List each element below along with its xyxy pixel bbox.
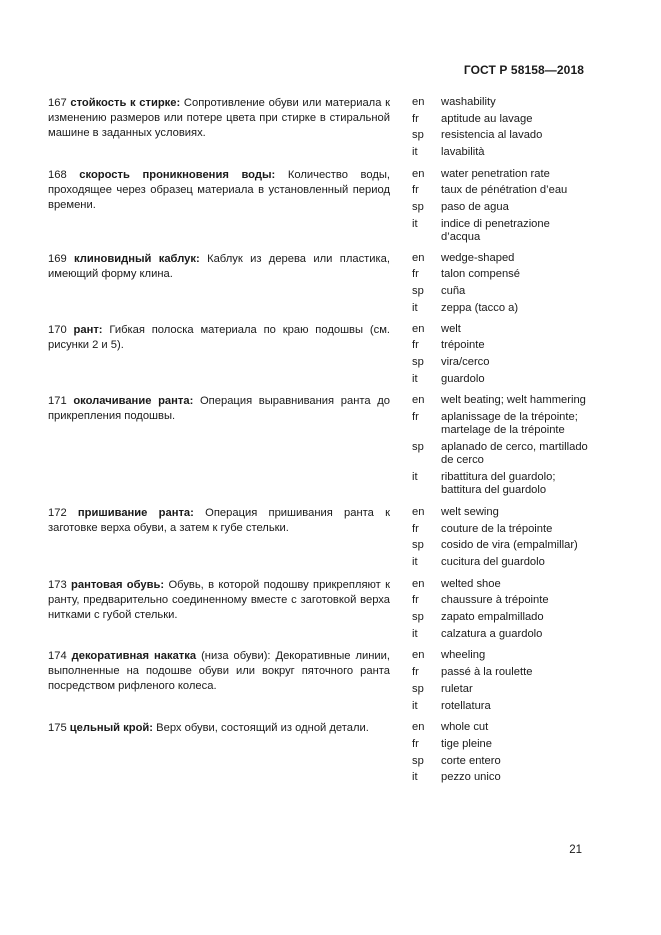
entry-number: 171	[48, 395, 67, 408]
translation-text: calzatura a guardolo	[441, 627, 543, 640]
translation-row	[412, 218, 588, 245]
translations	[412, 323, 588, 390]
translation-text: vira/cerco	[441, 355, 490, 368]
translation-text: talon compensé	[441, 268, 520, 281]
translation-row	[412, 96, 588, 109]
lang-code: sp	[412, 129, 424, 142]
entry-number: 173	[48, 578, 67, 591]
entry-number: 175	[48, 722, 67, 735]
translation-text: water penetration rate	[441, 167, 550, 180]
term-name: пришивание ранта:	[77, 506, 194, 519]
translation-row	[412, 285, 588, 298]
definition-text: Гибкая полоска материала по краю подошвы (см. рисунки 2 и 5).	[48, 323, 390, 351]
translations	[412, 394, 588, 501]
translation-text: aplanado de cerco, martillado de cerco	[441, 440, 588, 467]
lang-code: it	[412, 627, 418, 640]
lang-code: fr	[412, 594, 419, 607]
term-name: околачивание ранта:	[73, 395, 194, 408]
translation-row	[412, 302, 588, 315]
translation-text: pezzo unico	[441, 771, 501, 784]
translation-row	[412, 323, 588, 336]
translation-text: ribattitura del guardolo; battitura del guardolo	[441, 470, 556, 497]
translations	[412, 578, 588, 645]
translations	[412, 252, 588, 319]
lang-code: sp	[412, 440, 424, 453]
terms-list	[48, 96, 588, 788]
translation-text: chaussure à trépointe	[441, 594, 549, 607]
definition-text: Каблук из дерева или пластика, имеющий форму клина.	[48, 252, 391, 280]
translation-row	[412, 611, 588, 624]
translation-row	[412, 394, 588, 407]
definition	[48, 649, 390, 694]
lang-code: en	[412, 96, 425, 108]
lang-code: it	[412, 699, 418, 712]
lang-code: fr	[412, 410, 419, 423]
translation-text: rotellatura	[441, 699, 491, 712]
entry-number: 172	[48, 506, 67, 519]
lang-code: en	[412, 322, 425, 335]
definition	[48, 506, 390, 536]
translation-row	[412, 471, 588, 498]
definition-text: Количество воды, проходящее через образец материала в установленный период времени.	[48, 168, 391, 211]
term-entry	[48, 578, 588, 645]
translation-text: cucitura del guardolo	[441, 556, 545, 568]
translation-row	[412, 556, 588, 569]
translation-text: welted shoe	[441, 577, 501, 590]
translation-row	[412, 441, 588, 468]
translation-text: zeppa (tacco a)	[441, 301, 519, 314]
translation-row	[412, 411, 588, 438]
translations	[412, 721, 588, 788]
entry-number: 169	[48, 252, 67, 265]
translation-row	[412, 268, 588, 281]
translation-text: paso de agua	[441, 201, 509, 214]
lang-code: sp	[412, 611, 424, 624]
translation-text: resistencia al lavado	[441, 129, 543, 142]
definition	[48, 96, 390, 141]
translation-row	[412, 649, 588, 662]
translation-text: passé à la roulette	[441, 666, 533, 679]
translation-text: trépointe	[441, 339, 485, 352]
translations	[412, 168, 588, 248]
translation-row	[412, 506, 588, 519]
translations	[412, 96, 588, 163]
translation-row	[412, 700, 588, 713]
translations	[412, 506, 588, 573]
translation-row	[412, 539, 588, 552]
lang-code: it	[412, 771, 418, 784]
translation-row	[412, 252, 588, 265]
lang-code: it	[412, 146, 418, 159]
term-entry	[48, 394, 588, 501]
translation-text: ruletar	[441, 682, 473, 695]
term-entry	[48, 649, 588, 716]
translation-row	[412, 771, 588, 784]
translation-row	[412, 184, 588, 197]
translation-row	[412, 721, 588, 734]
entry-number: 167	[48, 97, 67, 109]
definition-text: Обувь, в которой подошву прикрепляют к ранту, предварительно соединенному вместе с заготовкой верха нитками с губой стельки.	[48, 578, 391, 621]
definition	[48, 323, 390, 353]
translation-row	[412, 594, 588, 607]
translation-text: welt	[441, 322, 461, 335]
translation-row	[412, 113, 588, 126]
lang-code: sp	[412, 682, 424, 695]
lang-code: it	[412, 470, 418, 483]
lang-code: it	[412, 301, 418, 314]
lang-code: en	[412, 167, 425, 180]
lang-code: it	[412, 217, 418, 230]
translation-row	[412, 129, 588, 142]
translation-text: guardolo	[441, 372, 485, 385]
term-name: рант:	[73, 323, 103, 336]
lang-code: en	[412, 394, 425, 407]
translation-text: lavabilità	[441, 146, 485, 159]
lang-code: sp	[412, 201, 424, 214]
translation-text: zapato empalmillado	[441, 611, 544, 624]
lang-code: en	[412, 505, 425, 518]
definition-text: Операция выравнивания ранта до прикрепления подошвы.	[48, 395, 391, 423]
translation-row	[412, 146, 588, 159]
definition	[48, 721, 390, 736]
translation-row	[412, 628, 588, 641]
definition-text: Верх обуви, состоящий из одной детали.	[156, 722, 369, 735]
translation-row	[412, 356, 588, 369]
translation-text: couture de la trépointe	[441, 522, 553, 535]
standard-designation: ГОСТ Р 58158—2018	[463, 63, 584, 77]
term-name: рантовая обувь:	[71, 578, 165, 591]
translation-text: taux de pénétration d’eau	[441, 184, 568, 197]
term-entry	[48, 168, 588, 248]
translation-row	[412, 201, 588, 214]
definition	[48, 252, 390, 282]
term-name: клиновидный каблук:	[74, 252, 200, 265]
lang-code: fr	[412, 666, 419, 679]
term-name: стойкость к стирке:	[70, 97, 181, 109]
translation-row	[412, 755, 588, 768]
translation-row	[412, 373, 588, 386]
term-entry	[48, 252, 588, 319]
definition-text: Операция пришивания ранта к заготовке верха обуви, а затем к губе стельки.	[48, 506, 391, 534]
lang-code: en	[412, 577, 425, 590]
lang-code: en	[412, 251, 425, 264]
lang-code: it	[412, 556, 418, 568]
translation-text: tige pleine	[441, 737, 493, 750]
translation-text: indice di penetrazione d’acqua	[441, 217, 550, 244]
translation-text: welt sewing	[441, 505, 499, 518]
definition	[48, 578, 390, 623]
term-entry	[48, 323, 588, 390]
translation-text: aplanissage de la trépointe; martelage de la trépointe	[441, 410, 578, 437]
definition-text: Сопротивление обуви или материала к изменению размеров или потере цвета при стирке в стиральной машине в заданных условиях.	[48, 97, 390, 139]
translation-row	[412, 738, 588, 751]
entry-number: 174	[48, 650, 67, 663]
translation-text: cuña	[441, 285, 466, 298]
translation-text: whole cut	[441, 721, 489, 734]
term-entry	[48, 721, 588, 788]
definition-text: (низа обуви): Декоративные линии, выполненные на подошве обуви или вокруг пяточного ранта посредством рифленого колеса.	[48, 650, 391, 693]
entry-number: 170	[48, 323, 67, 336]
term-name: декоративная накатка	[71, 650, 197, 663]
lang-code: fr	[412, 522, 419, 535]
translation-text: washability	[441, 96, 496, 108]
translations	[412, 649, 588, 716]
translation-row	[412, 683, 588, 696]
definition	[48, 394, 390, 424]
lang-code: fr	[412, 339, 419, 352]
translation-text: wedge-shaped	[441, 251, 515, 264]
term-entry	[48, 506, 588, 573]
lang-code: en	[412, 721, 425, 734]
translation-text: cosido de vira (empalmillar)	[441, 539, 578, 552]
translation-row	[412, 523, 588, 536]
lang-code: en	[412, 649, 425, 662]
lang-code: sp	[412, 754, 424, 767]
translation-row	[412, 339, 588, 352]
lang-code: it	[412, 372, 418, 385]
lang-code: fr	[412, 268, 419, 281]
translation-row	[412, 578, 588, 591]
translation-text: aptitude au lavage	[441, 112, 533, 125]
translation-text: wheeling	[441, 649, 486, 662]
translation-text: corte entero	[441, 754, 501, 767]
page-number: 21	[569, 844, 582, 856]
entry-number: 168	[48, 168, 67, 181]
lang-code: fr	[412, 184, 419, 197]
term-name: скорость проникновения воды:	[79, 168, 276, 181]
translation-row	[412, 666, 588, 679]
lang-code: sp	[412, 355, 424, 368]
lang-code: fr	[412, 112, 419, 125]
definition	[48, 168, 390, 213]
term-entry	[48, 96, 588, 163]
lang-code: fr	[412, 737, 419, 750]
term-name: цельный крой:	[69, 722, 154, 735]
translation-text: welt beating; welt hammering	[441, 394, 586, 407]
lang-code: sp	[412, 285, 424, 298]
lang-code: sp	[412, 539, 424, 552]
translation-row	[412, 168, 588, 181]
